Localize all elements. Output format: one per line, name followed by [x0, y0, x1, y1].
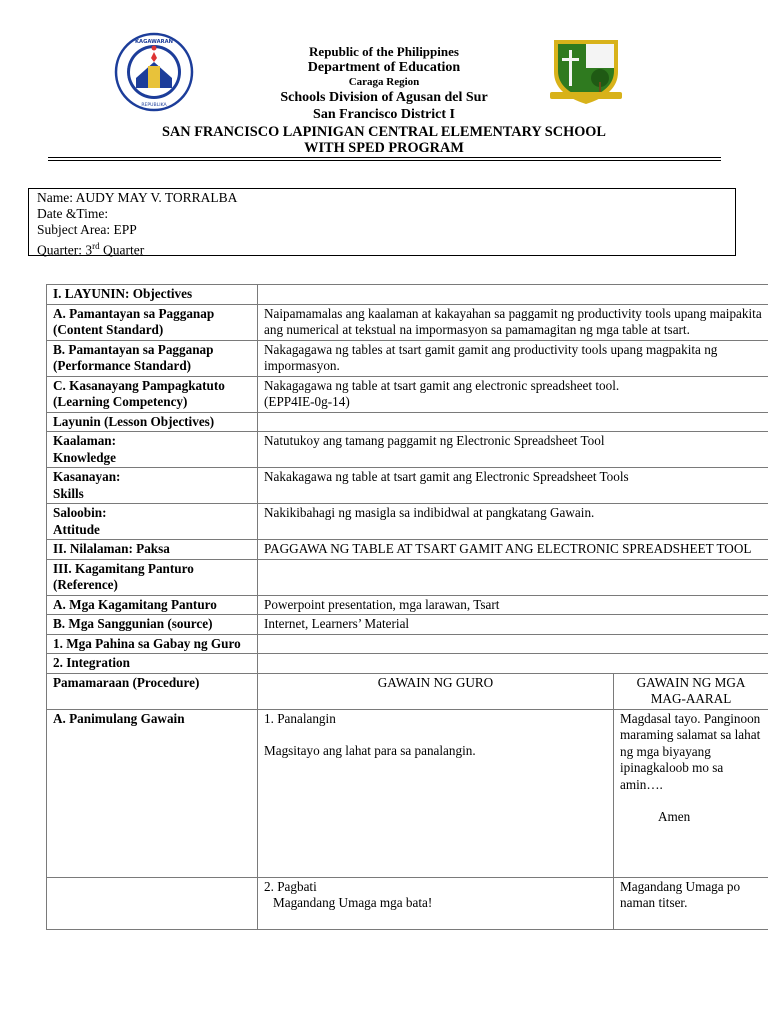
republic-heading: Republic of the Philippines [309, 44, 459, 59]
row-label [47, 877, 258, 929]
row-label: A. Mga Kagamitang Panturo [47, 595, 258, 615]
school-name-heading: SAN FRANCISCO LAPINIGAN CENTRAL ELEMENTARY SCHOOL [162, 124, 606, 140]
row-label: III. Kagamitang Panturo (Reference) [47, 559, 258, 595]
svg-text:REPUBLIKA: REPUBLIKA [141, 103, 167, 108]
table-row [47, 634, 768, 654]
table-row [47, 615, 768, 635]
district-heading: San Francisco District I [313, 107, 455, 122]
row-value: Nakakagawa ng table at tsart gamit ang Electronic Spreadsheet Tools [258, 468, 768, 504]
row-label: Pamamaraan (Procedure) [47, 673, 258, 709]
row-label: Kasanayan: Skills [47, 468, 258, 504]
row-label: Kaalaman: Knowledge [47, 432, 258, 468]
row-value: Internet, Learners’ Material [258, 615, 768, 635]
table-row [47, 877, 768, 929]
row-label: 1. Mga Pahina sa Gabay ng Guro [47, 634, 258, 654]
table-row [47, 285, 768, 305]
teacher-activity: 1. Panalangin Magsitayo ang lahat para sa panalangin. [258, 709, 614, 877]
column-header-teacher: GAWAIN NG GURO [258, 673, 614, 709]
quarter: Quarter: 3rd Quarter [37, 241, 145, 258]
header-divider [48, 157, 721, 158]
division-heading: Schools Division of Agusan del Sur [280, 90, 488, 105]
table-row [47, 709, 768, 877]
row-label: C. Kasanayang Pampagkatuto (Learning Competency) [47, 376, 258, 412]
row-value: Nakagagawa ng table at tsart gamit ang electronic spreadsheet tool. (EPP4IE-0g-14) [258, 376, 768, 412]
row-value [258, 654, 768, 674]
department-heading: Department of Education [307, 60, 461, 75]
student-activity: Magdasal tayo. Panginoon maraming salamat sa lahat ng mga biyayang ipinagkaloob mo sa amin…. Amen [614, 709, 768, 877]
teacher-activity: 2. Pagbati Magandang Umaga mga bata! [258, 877, 614, 929]
table-row [47, 673, 768, 709]
teacher-name: Name: AUDY MAY V. TORRALBA [37, 190, 238, 205]
table-row [47, 412, 768, 432]
region-heading: Caraga Region [348, 76, 420, 88]
table-row [47, 468, 768, 504]
table-row [47, 304, 768, 340]
row-label: B. Mga Sanggunian (source) [47, 615, 258, 635]
student-activity: Magandang Umaga po naman titser. [614, 877, 768, 929]
row-value: Nakagagawa ng tables at tsart gamit gamit ang productivity tools upang magpakita ng impormasyon. [258, 340, 768, 376]
date-time: Date &Time: [37, 206, 109, 221]
row-label: II. Nilalaman: Paksa [47, 540, 258, 560]
row-label: A. Panimulang Gawain [47, 709, 258, 877]
row-label: Layunin (Lesson Objectives) [47, 412, 258, 432]
table-row [47, 654, 768, 674]
row-value [258, 559, 768, 595]
school-program-heading: WITH SPED PROGRAM [304, 140, 464, 156]
row-value: Naipamamalas ang kaalaman at kakayahan sa paggamit ng productivity tools upang maipakita ang numerical at tekstual na impormasyon sa pamamagitan ng mga table at tsart. [258, 304, 768, 340]
table-row [47, 432, 768, 468]
lesson-plan-table [46, 284, 768, 930]
row-value [258, 634, 768, 654]
table-row [47, 559, 768, 595]
row-label: Saloobin: Attitude [47, 504, 258, 540]
row-value: PAGGAWA NG TABLE AT TSART GAMIT ANG ELECTRONIC SPREADSHEET TOOL [258, 540, 768, 560]
row-label: 2. Integration [47, 654, 258, 674]
row-label: I. LAYUNIN: Objectives [47, 285, 258, 305]
row-label: B. Pamantayan sa Pagganap (Performance Standard) [47, 340, 258, 376]
teacher-info-box [28, 188, 736, 256]
table-row [47, 504, 768, 540]
row-value: Nakikibahagi ng masigla sa indibidwal at pangkatang Gawain. [258, 504, 768, 540]
svg-text:KAGAWARAN: KAGAWARAN [135, 39, 173, 45]
row-value: Natutukoy ang tamang paggamit ng Electronic Spreadsheet Tool [258, 432, 768, 468]
row-value: Powerpoint presentation, mga larawan, Tsart [258, 595, 768, 615]
header-divider-double [48, 160, 721, 161]
subject-area: Subject Area: EPP [37, 222, 137, 237]
row-label: A. Pamantayan sa Pagganap (Content Standard) [47, 304, 258, 340]
table-row [47, 376, 768, 412]
table-row [47, 340, 768, 376]
table-row [47, 595, 768, 615]
row-value [258, 285, 768, 305]
column-header-students: GAWAIN NG MGA MAG-AARAL [614, 673, 768, 709]
row-value [258, 412, 768, 432]
table-row [47, 540, 768, 560]
